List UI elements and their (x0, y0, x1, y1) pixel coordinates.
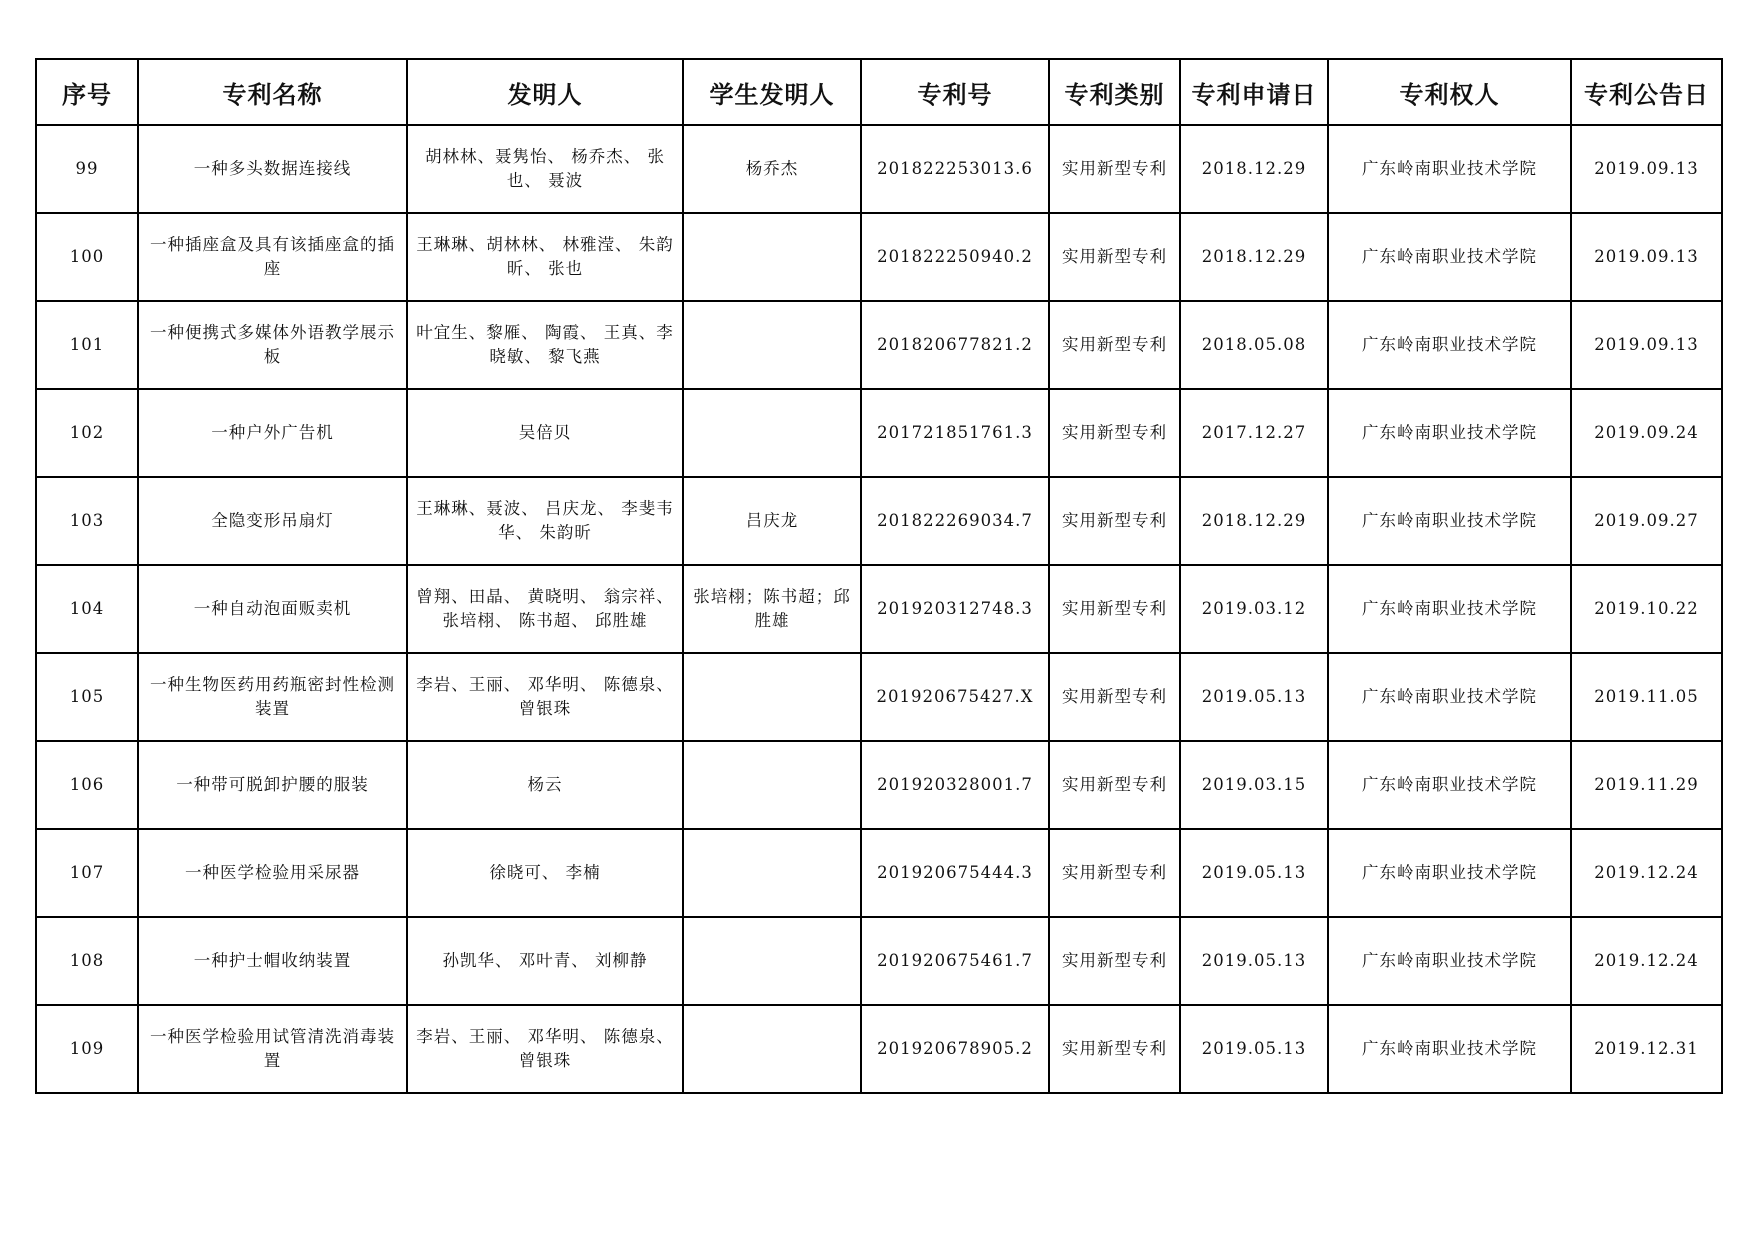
announcement-date-cell: 2019.11.29 (1571, 741, 1722, 829)
patent-type-cell: 实用新型专利 (1049, 301, 1180, 389)
inventors-cell: 胡林林、聂隽怡、 杨乔杰、 张也、 聂波 (407, 125, 683, 213)
patent-type-cell: 实用新型专利 (1049, 741, 1180, 829)
patent-name-cell: 全隐变形吊扇灯 (138, 477, 407, 565)
patent-table (35, 58, 1723, 1094)
announcement-date-cell: 2019.09.27 (1571, 477, 1722, 565)
patent-number-cell: 201721851761.3 (861, 389, 1049, 477)
inventors-cell: 叶宜生、黎雁、 陶霞、 王真、李晓敏、 黎飞燕 (407, 301, 683, 389)
table-row (36, 125, 1722, 213)
announcement-date-cell: 2019.12.24 (1571, 829, 1722, 917)
serial-number-cell: 104 (36, 565, 138, 653)
patent-table-sheet (35, 58, 1721, 1094)
table-row (36, 653, 1722, 741)
table-row (36, 917, 1722, 1005)
serial-number-cell: 99 (36, 125, 138, 213)
student-inventors-cell (683, 829, 861, 917)
patent-type-cell: 实用新型专利 (1049, 477, 1180, 565)
serial-number-cell: 106 (36, 741, 138, 829)
serial-number-cell: 102 (36, 389, 138, 477)
application-date-cell: 2019.05.13 (1180, 917, 1328, 1005)
table-row (36, 741, 1722, 829)
patentee-cell: 广东岭南职业技术学院 (1328, 1005, 1571, 1093)
application-date-cell: 2017.12.27 (1180, 389, 1328, 477)
patent-name-cell: 一种插座盒及具有该插座盒的插座 (138, 213, 407, 301)
student-inventors-cell (683, 917, 861, 1005)
header-patentee: 专利权人 (1328, 59, 1571, 125)
patent-number-cell: 201920328001.7 (861, 741, 1049, 829)
inventors-cell: 李岩、王丽、 邓华明、 陈德泉、 曾银珠 (407, 653, 683, 741)
patent-number-cell: 201920675461.7 (861, 917, 1049, 1005)
header-application-date: 专利申请日 (1180, 59, 1328, 125)
patent-type-cell: 实用新型专利 (1049, 125, 1180, 213)
application-date-cell: 2019.05.13 (1180, 829, 1328, 917)
announcement-date-cell: 2019.10.22 (1571, 565, 1722, 653)
table-row (36, 829, 1722, 917)
patent-name-cell: 一种便携式多媒体外语教学展示板 (138, 301, 407, 389)
patent-name-cell: 一种生物医药用药瓶密封性检测装置 (138, 653, 407, 741)
patentee-cell: 广东岭南职业技术学院 (1328, 741, 1571, 829)
application-date-cell: 2019.03.12 (1180, 565, 1328, 653)
announcement-date-cell: 2019.12.31 (1571, 1005, 1722, 1093)
header-serial-number: 序号 (36, 59, 138, 125)
header-patent-name: 专利名称 (138, 59, 407, 125)
header-inventors: 发明人 (407, 59, 683, 125)
patent-type-cell: 实用新型专利 (1049, 829, 1180, 917)
inventors-cell: 王琳琳、胡林林、 林雅滢、 朱韵昕、 张也 (407, 213, 683, 301)
application-date-cell: 2018.12.29 (1180, 213, 1328, 301)
announcement-date-cell: 2019.09.24 (1571, 389, 1722, 477)
student-inventors-cell (683, 653, 861, 741)
student-inventors-cell (683, 1005, 861, 1093)
table-row (36, 477, 1722, 565)
patent-type-cell: 实用新型专利 (1049, 213, 1180, 301)
patentee-cell: 广东岭南职业技术学院 (1328, 389, 1571, 477)
patentee-cell: 广东岭南职业技术学院 (1328, 653, 1571, 741)
table-row (36, 389, 1722, 477)
application-date-cell: 2019.05.13 (1180, 1005, 1328, 1093)
serial-number-cell: 109 (36, 1005, 138, 1093)
serial-number-cell: 108 (36, 917, 138, 1005)
student-inventors-cell (683, 301, 861, 389)
inventors-cell: 吴倍贝 (407, 389, 683, 477)
inventors-cell: 徐晓可、 李楠 (407, 829, 683, 917)
inventors-cell: 曾翔、田晶、 黄晓明、 翁宗祥、 张培栩、 陈书超、 邱胜雄 (407, 565, 683, 653)
patent-type-cell: 实用新型专利 (1049, 1005, 1180, 1093)
patent-name-cell: 一种多头数据连接线 (138, 125, 407, 213)
patentee-cell: 广东岭南职业技术学院 (1328, 213, 1571, 301)
serial-number-cell: 105 (36, 653, 138, 741)
patent-number-cell: 201820677821.2 (861, 301, 1049, 389)
application-date-cell: 2019.03.15 (1180, 741, 1328, 829)
patentee-cell: 广东岭南职业技术学院 (1328, 301, 1571, 389)
patent-type-cell: 实用新型专利 (1049, 565, 1180, 653)
patentee-cell: 广东岭南职业技术学院 (1328, 125, 1571, 213)
patent-number-cell: 201822253013.6 (861, 125, 1049, 213)
student-inventors-cell: 吕庆龙 (683, 477, 861, 565)
application-date-cell: 2018.05.08 (1180, 301, 1328, 389)
header-student-inventors: 学生发明人 (683, 59, 861, 125)
patent-type-cell: 实用新型专利 (1049, 653, 1180, 741)
header-announcement-date: 专利公告日 (1571, 59, 1722, 125)
inventors-cell: 孙凯华、 邓叶青、 刘柳静 (407, 917, 683, 1005)
patentee-cell: 广东岭南职业技术学院 (1328, 477, 1571, 565)
table-row (36, 565, 1722, 653)
patent-name-cell: 一种户外广告机 (138, 389, 407, 477)
patentee-cell: 广东岭南职业技术学院 (1328, 917, 1571, 1005)
inventors-cell: 李岩、王丽、 邓华明、 陈德泉、 曾银珠 (407, 1005, 683, 1093)
serial-number-cell: 103 (36, 477, 138, 565)
patent-name-cell: 一种带可脱卸护腰的服装 (138, 741, 407, 829)
announcement-date-cell: 2019.09.13 (1571, 213, 1722, 301)
serial-number-cell: 100 (36, 213, 138, 301)
patent-type-cell: 实用新型专利 (1049, 917, 1180, 1005)
header-patent-type: 专利类别 (1049, 59, 1180, 125)
patent-name-cell: 一种护士帽收纳装置 (138, 917, 407, 1005)
patent-type-cell: 实用新型专利 (1049, 389, 1180, 477)
patent-name-cell: 一种医学检验用采尿器 (138, 829, 407, 917)
patent-number-cell: 201822250940.2 (861, 213, 1049, 301)
student-inventors-cell: 张培栩；陈书超；邱胜雄 (683, 565, 861, 653)
table-row (36, 1005, 1722, 1093)
patent-number-cell: 201920675427.X (861, 653, 1049, 741)
table-row (36, 301, 1722, 389)
application-date-cell: 2018.12.29 (1180, 125, 1328, 213)
serial-number-cell: 107 (36, 829, 138, 917)
student-inventors-cell (683, 389, 861, 477)
announcement-date-cell: 2019.11.05 (1571, 653, 1722, 741)
application-date-cell: 2018.12.29 (1180, 477, 1328, 565)
patent-name-cell: 一种自动泡面贩卖机 (138, 565, 407, 653)
patent-number-cell: 201920678905.2 (861, 1005, 1049, 1093)
patent-number-cell: 201920675444.3 (861, 829, 1049, 917)
serial-number-cell: 101 (36, 301, 138, 389)
student-inventors-cell (683, 741, 861, 829)
patent-number-cell: 201920312748.3 (861, 565, 1049, 653)
student-inventors-cell: 杨乔杰 (683, 125, 861, 213)
patentee-cell: 广东岭南职业技术学院 (1328, 565, 1571, 653)
announcement-date-cell: 2019.09.13 (1571, 125, 1722, 213)
inventors-cell: 杨云 (407, 741, 683, 829)
table-row (36, 213, 1722, 301)
application-date-cell: 2019.05.13 (1180, 653, 1328, 741)
student-inventors-cell (683, 213, 861, 301)
patent-name-cell: 一种医学检验用试管清洗消毒装置 (138, 1005, 407, 1093)
header-patent-number: 专利号 (861, 59, 1049, 125)
patent-number-cell: 201822269034.7 (861, 477, 1049, 565)
inventors-cell: 王琳琳、聂波、 吕庆龙、 李斐韦华、 朱韵昕 (407, 477, 683, 565)
header-row (36, 59, 1722, 125)
announcement-date-cell: 2019.09.13 (1571, 301, 1722, 389)
announcement-date-cell: 2019.12.24 (1571, 917, 1722, 1005)
patentee-cell: 广东岭南职业技术学院 (1328, 829, 1571, 917)
